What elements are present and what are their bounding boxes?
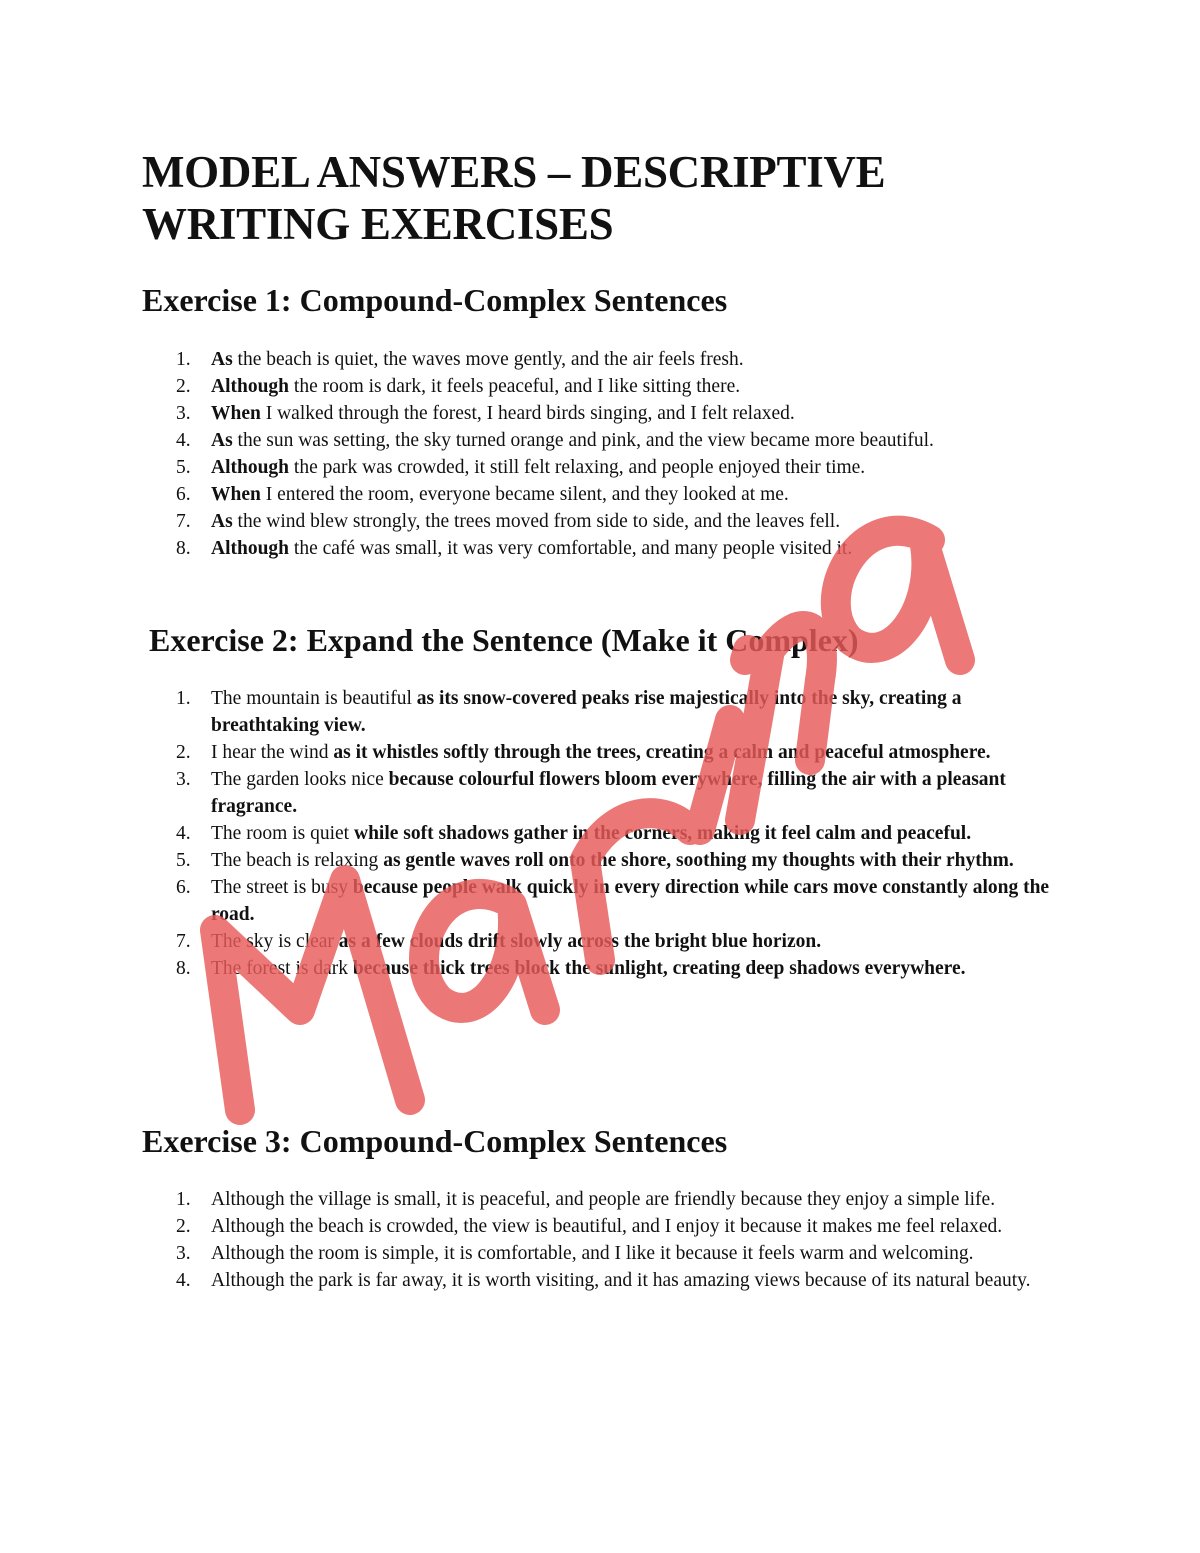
base-sentence: The garden looks nice [211,769,389,790]
list-item [0,427,1061,454]
item-number: 1. [176,349,191,370]
sentence-text: the sun was setting, the sky turned orange and pink, and the view became more beautiful. [232,430,934,451]
item-number: 7. [176,511,191,532]
sentence-text: Although the room is simple, it is comfortable, and I like it because it feels warm and welcoming. [211,1243,974,1264]
expanded-clause: as it whistles softly through the trees, creating a calm and peaceful atmosphere. [333,742,991,763]
base-sentence: The mountain is beautiful [211,688,417,709]
sentence-text: the room is dark, it feels peaceful, and I like sitting there. [289,376,741,397]
base-sentence: The street is busy [211,877,353,898]
list-item [0,739,1061,766]
lead-word: Although [211,538,290,559]
expanded-clause: as gentle waves roll onto the shore, soothing my thoughts with their rhythm. [383,850,1014,871]
lead-word: As [211,349,233,370]
expanded-clause: because colourful flowers bloom everywhere, filling the air with a pleasant fragrance. [211,769,1006,817]
sentence-text: Although the village is small, it is peaceful, and people are friendly because they enjoy a simple life. [211,1189,996,1210]
item-number: 5. [176,850,191,871]
item-number: 6. [176,484,191,505]
sentence-text: the wind blew strongly, the trees moved from side to side, and the leaves fell. [232,511,841,532]
item-number: 2. [176,742,191,763]
list-item [0,1186,1061,1213]
exercise-1-heading: Exercise 1: Compound-Complex Sentences [142,282,728,318]
lead-word: Although [211,457,290,478]
list-item [0,346,1061,373]
sentence-text: I walked through the forest, I heard birds singing, and I felt relaxed. [260,403,795,424]
exercise-3-list [0,1186,1061,1294]
sentence-text: the beach is quiet, the waves move gently, and the air feels fresh. [232,349,744,370]
item-number: 2. [176,1216,191,1237]
sentence-text: the park was crowded, it still felt relaxing, and people enjoyed their time. [289,457,866,478]
expanded-clause: as a few clouds drift slowly across the bright blue horizon. [338,931,822,952]
list-item [0,820,1061,847]
item-number: 8. [176,538,191,559]
list-item [0,481,1061,508]
list-item [0,400,1061,427]
expanded-clause: because people walk quickly in every direction while cars move constantly along the road. [211,877,1050,925]
item-number: 2. [176,376,191,397]
list-item [0,535,1061,562]
expanded-clause: as its snow-covered peaks rise majestically into the sky, creating a breathtaking view. [211,688,962,736]
list-item [0,1267,1061,1294]
lead-word: As [211,511,233,532]
expanded-clause: while soft shadows gather in the corners, making it feel calm and peaceful. [353,823,972,844]
list-item [0,373,1061,400]
item-number: 1. [176,688,191,709]
lead-word: When [211,403,261,424]
base-sentence: The room is quiet [211,823,354,844]
list-item [0,508,1061,535]
item-number: 8. [176,958,191,979]
sentence-text: the café was small, it was very comfortable, and many people visited it. [289,538,853,559]
expanded-clause: because thick trees block the sunlight, creating deep shadows everywhere. [352,958,966,979]
sentence-text: Although the park is far away, it is worth visiting, and it has amazing views because of its natural beauty. [211,1270,1031,1291]
item-number: 1. [176,1189,191,1210]
list-item [0,766,1061,820]
base-sentence: The sky is clear [211,931,339,952]
list-item [0,928,1061,955]
base-sentence: The beach is relaxing [211,850,384,871]
list-item [0,454,1061,481]
exercise-2-heading: Exercise 2: Expand the Sentence (Make it Complex) [149,622,859,658]
exercise-1-list [0,346,1061,562]
list-item [0,955,1061,982]
sentence-text: Although the beach is crowded, the view is beautiful, and I enjoy it because it makes me feel relaxed. [211,1216,1003,1237]
document-title: MODEL ANSWERS – DESCRIPTIVE WRITING EXERCISES [142,147,886,249]
exercise-3-heading: Exercise 3: Compound-Complex Sentences [142,1123,728,1159]
item-number: 4. [176,823,191,844]
item-number: 4. [176,430,191,451]
item-number: 6. [176,877,191,898]
item-number: 3. [176,403,191,424]
item-number: 4. [176,1270,191,1291]
list-item [0,685,1061,739]
list-item [0,1213,1061,1240]
lead-word: As [211,430,233,451]
list-item [0,1240,1061,1267]
item-number: 7. [176,931,191,952]
item-number: 3. [176,769,191,790]
list-item [0,847,1061,874]
lead-word: When [211,484,261,505]
lead-word: Although [211,376,290,397]
sentence-text: I entered the room, everyone became silent, and they looked at me. [260,484,789,505]
item-number: 5. [176,457,191,478]
list-item [0,874,1061,928]
base-sentence: I hear the wind [211,742,334,763]
item-number: 3. [176,1243,191,1264]
base-sentence: The forest is dark [211,958,353,979]
exercise-2-list [0,685,1061,982]
